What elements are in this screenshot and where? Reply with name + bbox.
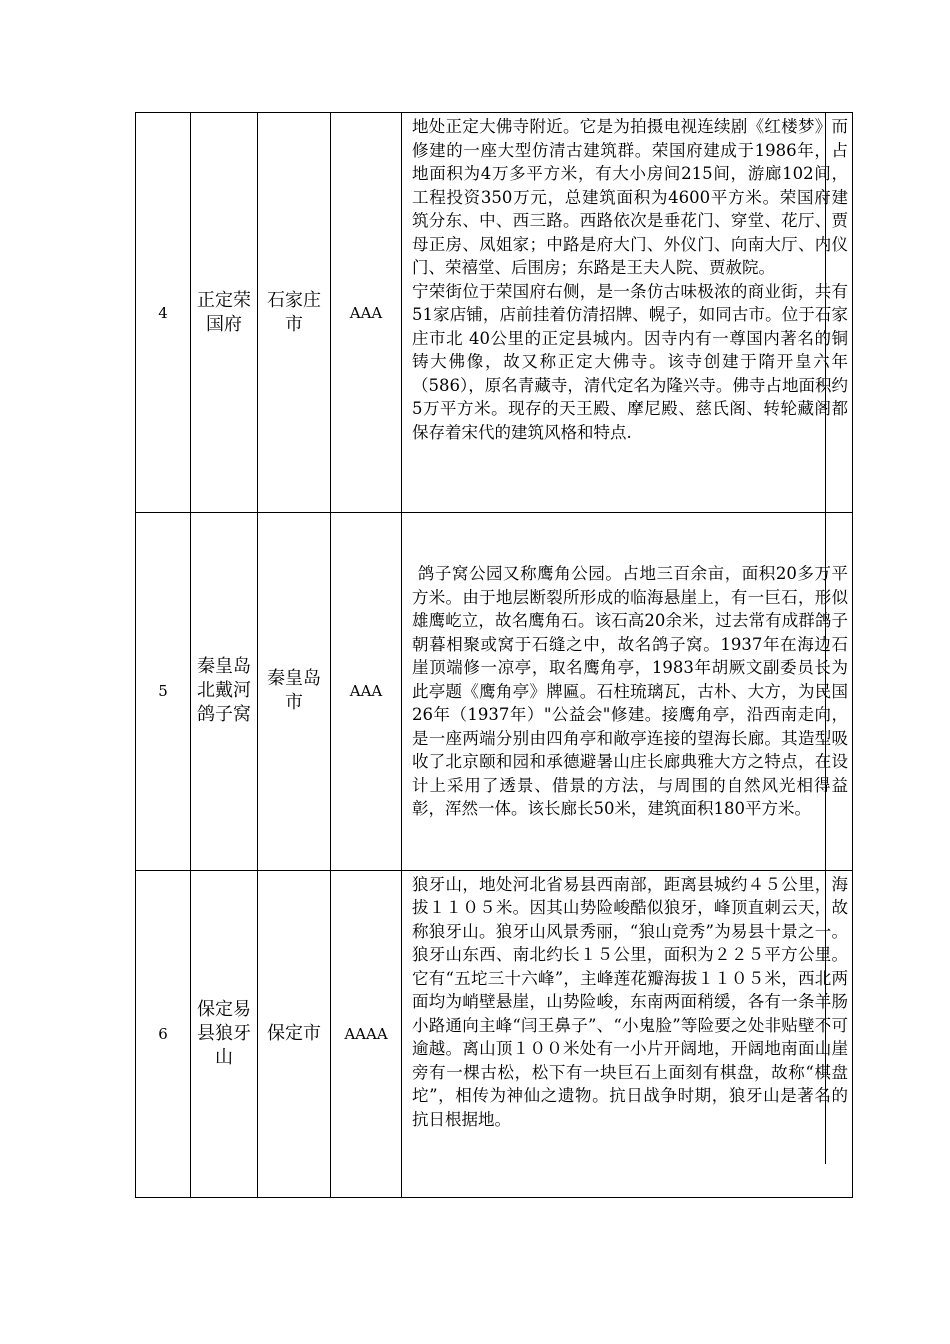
description-paragraph: 鸽子窝公园又称鹰角公园。占地三百余亩，面积20多万平方米。由于地层断裂所形成的临海悬崖上，有一巨石，形似雄鹰屹立，故名鹰角石。该石高20余米，过去常有成群鸽子朝暮相聚或窝于石缝之中，故名鸽子窝。1937年在海边石崖顶端修一凉亭，取名鹰角亭，1983年胡厥文副委员长为此亭题《鹰角亭》牌匾。石柱琉璃瓦，古朴、大方，为民国26年（1937年）"公益会"修建。接鹰角亭，沿西南走向，是一座两端分别由四角亭和敞亭连接的望海长廊。其造型吸收了北京颐和园和承德避暑山庄长廊典雅大方之特点，在设计上采用了透景、借景的方法，与周围的自然风光相得益彰，浑然一体。该长廊长50米，建筑面积180平方米。 bbox=[412, 564, 848, 818]
table-row bbox=[136, 513, 853, 871]
description-paragraph: 宁荣街位于荣国府右侧，是一条仿古味极浓的商业街，共有51家店铺，店前挂着仿清招牌、幌子，如同古市。位于石家庄市北 40公里的正定县城内。因寺内有一尊国内著名的铜铸大佛像，故又称正定大佛寺。该寺创建于隋开皇六年（586），原名青藏寺，清代定名为隆兴寺。佛寺占地面积约5万平方米。现存的天王殿、摩尼殿、慈氏阁、转轮藏阁都保存着宋代的建筑风格和特点. bbox=[412, 281, 848, 442]
row-number: 6 bbox=[136, 870, 191, 1197]
row-number: 5 bbox=[136, 513, 191, 871]
attraction-description bbox=[402, 870, 853, 1197]
attraction-name: 秦皇岛北戴河鸽子窝 bbox=[191, 513, 258, 871]
row-number: 4 bbox=[136, 113, 191, 513]
attraction-name: 正定荣国府 bbox=[191, 113, 258, 513]
table-right-border bbox=[825, 112, 826, 1164]
table-row bbox=[136, 113, 853, 513]
attractions-table bbox=[135, 112, 853, 1198]
grade-rating: AAAA bbox=[331, 870, 402, 1197]
grade-rating: AAA bbox=[331, 113, 402, 513]
city-name: 秦皇岛市 bbox=[258, 513, 331, 871]
table-row bbox=[136, 870, 853, 1197]
attraction-description bbox=[402, 113, 853, 513]
grade-rating: AAA bbox=[331, 513, 402, 871]
attraction-name: 保定易县狼牙山 bbox=[191, 870, 258, 1197]
city-name: 保定市 bbox=[258, 870, 331, 1197]
attraction-description bbox=[402, 513, 853, 871]
description-paragraph: 地处正定大佛寺附近。它是为拍摄电视连续剧《红楼梦》而修建的一座大型仿清古建筑群。荣国府建成于1986年，占地面积为4万多平方米，有大小房间215间，游廊102间，工程投资350万元，总建筑面积为4600平方米。荣国府建筑分东、中、西三路。西路依次是垂花门、穿堂、花厅、贾母正房、凤姐家；中路是府大门、外仪门、向南大厅、内仪门、荣禧堂、后围房；东路是王夫人院、贾赦院。 bbox=[412, 117, 848, 277]
description-paragraph: 狼牙山，地处河北省易县西南部，距离县城约４５公里，海拔１１０５米。因其山势险峻酷似狼牙，峰顶直刺云天，故称狼牙山。狼牙山风景秀丽，“狼山竞秀”为易县十景之一。狼牙山东西、南北约长１５公里，面积为２２５平方公里。它有“五坨三十六峰”，主峰莲花瓣海拔１１０５米，西北两面均为峭壁悬崖，山势险峻，东南两面稍缓，各有一条羊肠小路通向主峰“闫王鼻子”、“小鬼脸”等险要之处非贴壁不可逾越。离山顶１００米处有一小片开阔地，开阔地南面山崖旁有一棵古松，松下有一块巨石上面刻有棋盘，故称“棋盘坨”，相传为神仙之遗物。抗日战争时期，狼牙山是著名的抗日根据地。 bbox=[412, 874, 848, 1129]
city-name: 石家庄市 bbox=[258, 113, 331, 513]
